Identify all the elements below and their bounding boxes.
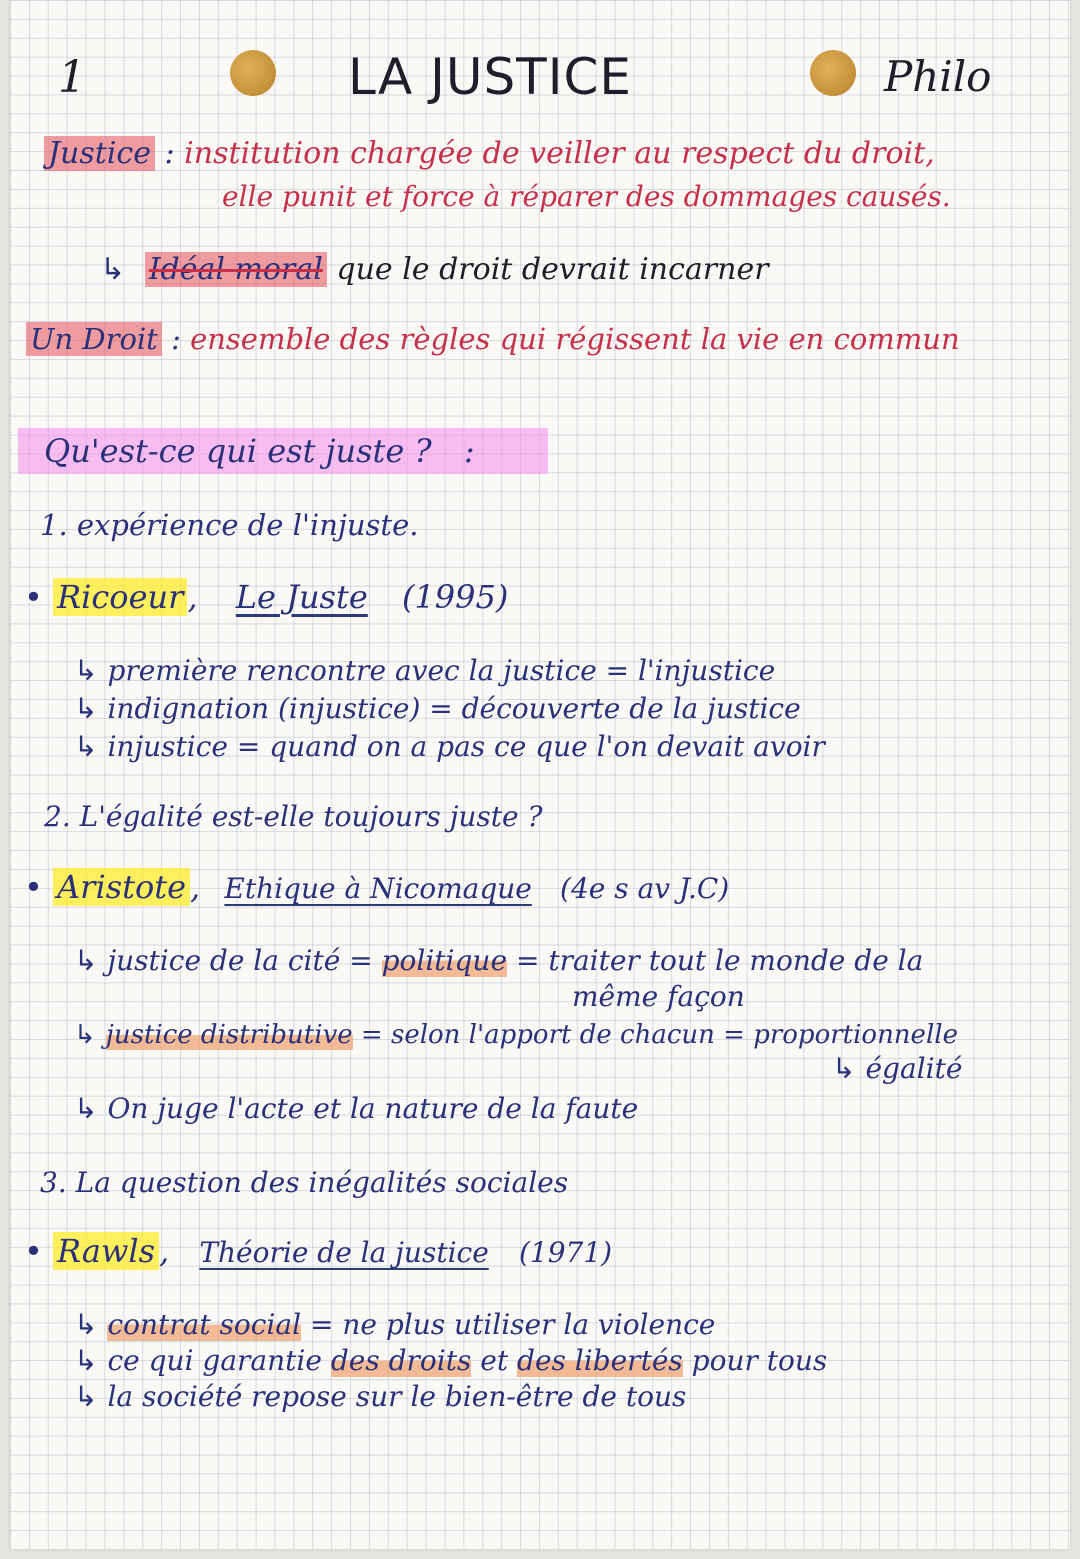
arrow-icon: ↳ [74,944,98,977]
point-text: première rencontre avec la justice = l'injustice [107,654,776,687]
section-1-point-3 [74,730,825,763]
colon: : [171,322,181,356]
definition-justice [44,136,935,171]
author-aristote: Aristote [53,868,190,906]
section-2-point-1 [74,944,923,977]
arrow-icon: ↳ [832,1052,856,1085]
section-1-point-2 [74,692,801,725]
point-text: indignation (injustice) = découverte de la justice [107,692,801,725]
section-3-reference [24,1232,612,1270]
point-text: On juge l'acte et la nature de la faute [107,1092,639,1125]
definition-justice-line1: institution chargée de veiller au respect du droit, [184,136,935,171]
work-year: (1971) [518,1236,613,1269]
arrow-icon: ↳ [74,692,98,725]
point-text-b: = ne plus utiliser la violence [309,1308,716,1341]
arrow-icon: ↳ [74,730,98,763]
section-3-heading: 3. La question des inégalités sociales [40,1166,569,1199]
ideal-moral-rest: que le droit devrait incarner [336,252,769,287]
work-title: Le Juste [235,578,368,616]
section-2-point-2 [74,1020,958,1050]
arrow-icon: ↳ [74,1344,98,1377]
work-title: Théorie de la justice [199,1236,489,1269]
term-justice: Justice [44,136,155,171]
point-text-a: contrat social [107,1308,302,1341]
arrow-icon: ↳ [74,1092,98,1125]
work-year: (4e s av J.C) [560,872,730,905]
arrow-icon: ↳ [74,1380,98,1413]
section-3-point-2 [74,1344,827,1377]
author-ricoeur: Ricoeur [53,578,187,616]
section-2-point-2-sub [832,1052,962,1085]
separator: , [159,1232,170,1270]
section-1-point-1 [74,654,775,687]
section-2-point-3 [74,1092,638,1125]
page-number: 1 [58,52,86,103]
term-ideal-moral: Idéal moral [145,252,327,287]
section-2-heading: 2. L'égalité est-elle toujours juste ? [44,800,543,833]
point-text-a: ce qui garantie [107,1344,322,1377]
point-text-d: des libertés [517,1344,683,1377]
point-text-a: justice distributive [105,1020,353,1050]
point-text: injustice = quand on a pas ce que l'on devait avoir [107,730,825,763]
notebook-page [10,0,1070,1549]
point-text-c: politique [381,944,508,977]
point-text-b: = selon l'apport de chacun = proportionnelle [360,1020,958,1050]
author-rawls: Rawls [53,1232,159,1270]
question-text: Qu'est-ce qui est juste ? [44,432,432,470]
definition-droit-text: ensemble des règles qui régissent la vie en commun [190,322,960,356]
section-2-reference [24,868,729,906]
ideal-moral-line [100,252,769,287]
point-text-d: = traiter tout le monde de la [515,944,924,977]
section-3-point-3 [74,1380,686,1413]
page-title: LA JUSTICE [348,48,632,106]
term-droit: Un Droit [26,322,162,356]
work-title: Ethique à Nicomaque [224,872,532,905]
work-year: (1995) [401,578,509,616]
separator: , [187,578,198,616]
binder-hole-left [230,50,276,96]
subject-label: Philo [884,52,992,101]
section-2-point-1-continued: même façon [572,980,745,1013]
bullet: • [24,1232,43,1270]
arrow-icon: ↳ [74,1308,98,1341]
question-colon: : [463,432,475,470]
point-sub-text: égalité [865,1052,963,1085]
binder-hole-right [810,50,856,96]
definition-droit [26,322,960,356]
point-text-e: pour tous [691,1344,828,1377]
definition-justice-line2: elle punit et force à réparer des dommages causés. [222,180,951,213]
arrow-icon: ↳ [74,1020,96,1050]
colon: : [164,136,175,171]
bullet: • [24,868,43,906]
arrow-icon: ↳ [100,252,126,287]
point-text-a: justice de la cité [107,944,341,977]
section-3-point-1 [74,1308,715,1341]
section-1-reference [24,578,508,616]
section-1-heading: 1. expérience de l'injuste. [40,508,419,542]
point-text-b: = [349,944,373,977]
point-text: la société repose sur le bien-être de tous [107,1380,687,1413]
point-text-b: des droits [330,1344,472,1377]
main-question [44,432,475,470]
bullet: • [24,578,43,616]
separator: , [190,868,201,906]
arrow-icon: ↳ [74,654,98,687]
point-text-c: et [480,1344,509,1377]
